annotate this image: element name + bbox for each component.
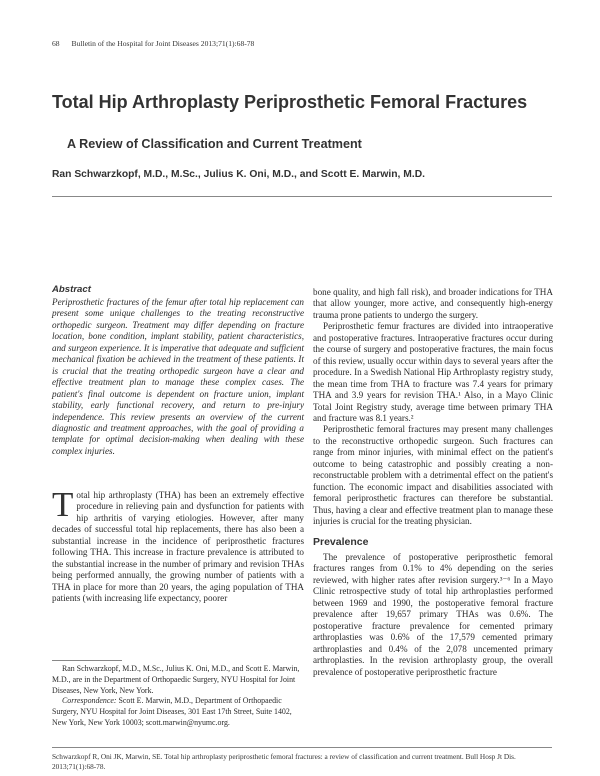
journal-citation: Bulletin of the Hospital for Joint Diseases 2013;71(1):68-78 <box>71 39 255 48</box>
intro-paragraph <box>52 485 304 605</box>
right-column <box>313 287 553 678</box>
body-paragraph: bone quality, and high fall risk), and broader indications for THA that allow younger, more active, and consequently high-energy trauma prone patients to undergo the surgery. <box>313 287 553 320</box>
affiliation-text: Ran Schwarzkopf, M.D., M.Sc., Julius K. Oni, M.D., and Scott E. Marwin, M.D., are in the Department of Orthopaedic Surgery, NYU Hospital for Joint Diseases, New York, New York. <box>52 664 300 695</box>
citation-divider <box>52 747 552 748</box>
citation-line: Schwarzkopf R, Oni JK, Marwin, SE. Total hip arthroplasty periprosthetic femoral fractures: a review of classification and current treatment. Bull Hosp Jt Dis. 2013;71(1):68-78. <box>52 752 516 771</box>
correspondence-text <box>52 696 304 728</box>
body-paragraph: Periprosthetic femur fractures are divided into intraoperative and postoperative fractures. Intraoperative fractures occur during the course of surgery and postoperative fractures, the main focus of this review, usually occur within days to several years after the procedure. In a Swedish National Hip Arthroplasty registry study, the mean time from THA to fracture was 7.4 years for primary THA and 3.9 years for revision THA.¹ Also, in a Mayo Clinic Total Joint Registry study, average time between primary THA and fracture was 8.1 years.² <box>313 321 553 423</box>
abstract-heading: Abstract <box>52 284 91 295</box>
title-divider <box>52 196 552 197</box>
page-number: 68 <box>52 39 60 48</box>
author-list: Ran Schwarzkopf, M.D., M.Sc., Julius K. Oni, M.D., and Scott E. Marwin, M.D. <box>52 169 426 180</box>
author-affiliation-footnote <box>52 664 304 729</box>
body-paragraph: The prevalence of postoperative periprosthetic femoral fractures ranges from 0.1% to 4% depending on the series reviewed, with higher rates after revision surgery.³⁻⁶ In a Mayo Clinic retrospective study of total hip arthroplasties performed between 1969 and 1990, the postoperative femoral fracture prevalence after 19,657 primary THAs was 0.6%. The postoperative fracture prevalence for cemented primary arthroplasties was 0.6% of the 17,579 cemented primary arthroplasties and 0.4% of the 2,078 uncemented primary arthroplasties. In the revision arthroplasty group, the overall prevalence of postoperative periprosthetic fracture <box>313 551 553 677</box>
correspondence-label: Correspondence: <box>62 696 117 706</box>
abstract-text: Periprosthetic fractures of the femur after total hip replacement can present some unique challenges to the treating reconstructive orthopedic surgeon. Treatment may differ depending on fracture location, bone condition, implant stability, patient characteristics, and surgeon experience. It is imperative that adequate and sufficient mechanical fixation be achieved in the treatment of these patients. It is crucial that the treating orthopedic surgeon have a clear and effective treatment plan to manage these complex cases. The patient's final outcome is dependent on fracture union, implant stability, early functional recovery, and return to pre-injury independence. This review presents an overview of the current diagnostic and treatment approaches, with the goal of providing a template for optimal decision-making when dealing with these complex injuries. <box>52 297 304 456</box>
article-subtitle: A Review of Classification and Current Treatment <box>67 137 362 151</box>
introduction <box>52 485 304 605</box>
body-paragraph: Periprosthetic femoral fractures may present many challenges to the reconstructive orthopedic surgeon. Such fractures can range from minor injuries, with minimal effect on the patient's outcome to being catastrophic and possibly creating a non-reconstructable problem with a detrimental effect on the patient's function. The economic impact and disabilities associated with femoral periprosthetic fractures can therefore be substantial. Thus, having a clear and effective treatment plan to manage these injuries is crucial for the treating physician. <box>313 424 553 527</box>
correspondence-address: Scott E. Marwin, M.D., Department of Orthopaedic Surgery, NYU Hospital for Joint Diseases, 301 East 17th Street, Suite 1402, New York, New York 10003; scott.marwin@nyumc.org. <box>52 696 292 727</box>
footnote-divider <box>52 660 122 661</box>
intro-text: otal hip arthroplasty (THA) has been an extremely effective procedure in relieving pain and dysfunction for patients with hip arthritis of varying etiologies. However, after many decades of successful total hip replacements, there has also been a substantial increase in the incidence of periprosthetic fractures following THA. This increase in fracture prevalence is attributed to the substantial increase in the number of primary and revision THAs being performed annually, the growing number of patients with a THA in place for more than 20 years, the aging population of THA patients (with increasing life expectancy, poorer <box>52 490 304 604</box>
section-heading-prevalence: Prevalence <box>313 535 369 548</box>
drop-cap: T <box>52 485 74 524</box>
abstract-body <box>52 297 304 457</box>
running-header <box>52 39 254 48</box>
article-title: Total Hip Arthroplasty Periprosthetic Femoral Fractures <box>52 92 528 112</box>
